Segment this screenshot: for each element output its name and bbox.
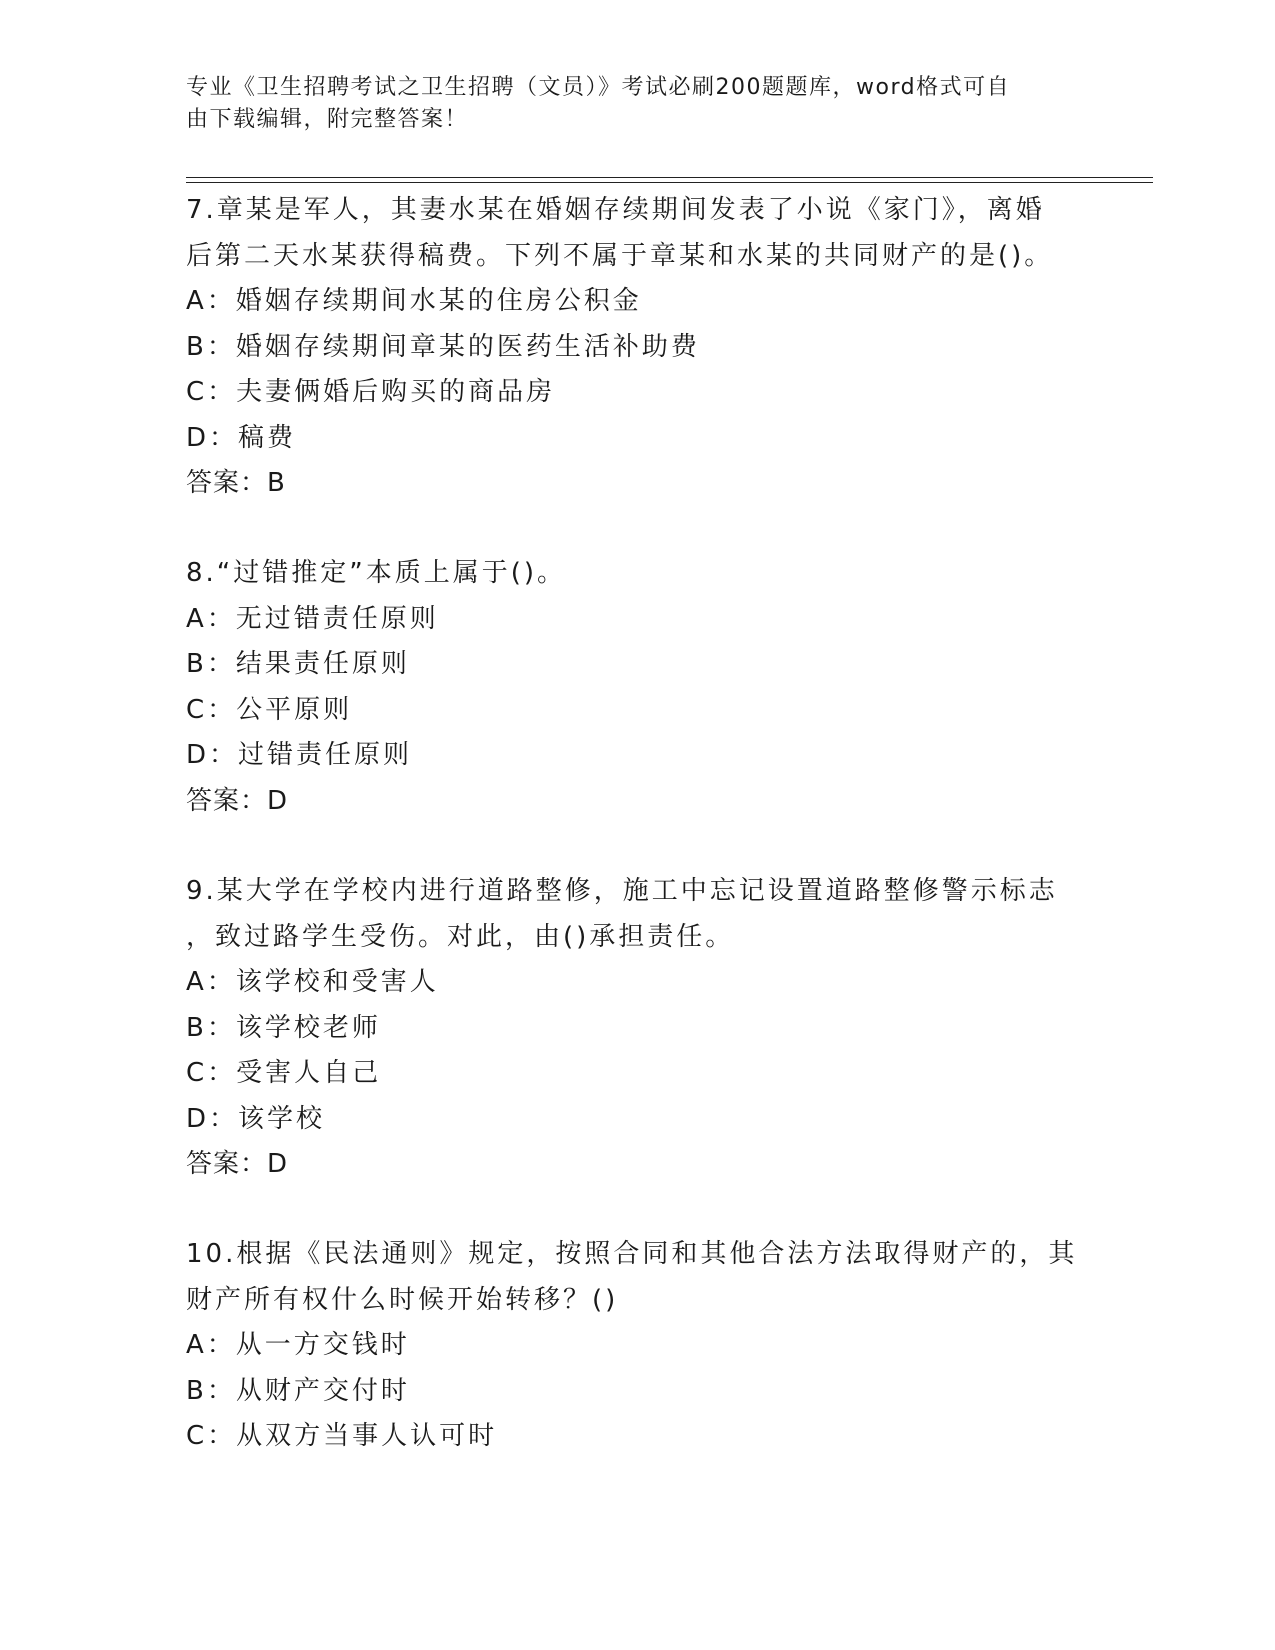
- question-stem: 7.章某是军人，其妻水某在婚姻存续期间发表了小说《家门》，离婚: [186, 195, 1045, 225]
- question-stem: 8.“过错推定”本质上属于()。: [186, 558, 567, 588]
- option-b: B：结果责任原则: [186, 649, 410, 679]
- question-8: [186, 551, 1086, 824]
- option-c: C：夫妻俩婚后购买的商品房: [186, 377, 556, 407]
- header-line: 由下载编辑，附完整答案！: [186, 107, 469, 132]
- option-a: A：从一方交钱时: [186, 1330, 410, 1360]
- answer: 答案：D: [186, 785, 289, 816]
- option-b: B：从财产交付时: [186, 1375, 410, 1406]
- question-stem: 后第二天水某获得稿费。下列不属于章某和水某的共同财产的是()。: [186, 240, 1054, 271]
- question-stem: 10.根据《民法通则》规定，按照合同和其他合法方法取得财产的，其: [186, 1239, 1078, 1269]
- header-divider: [186, 177, 1153, 178]
- answer: 答案：B: [186, 468, 286, 498]
- question-stem: 财产所有权什么时候开始转移？(): [186, 1284, 619, 1315]
- option-d: D：过错责任原则: [186, 740, 413, 770]
- answer: 答案：D: [186, 1149, 289, 1179]
- question-7: [186, 188, 1086, 507]
- question-stem: ，致过路学生受伤。对此，由()承担责任。: [186, 921, 735, 952]
- option-a: A：无过错责任原则: [186, 603, 439, 634]
- option-d: D：该学校: [186, 1103, 326, 1134]
- option-a: A：婚姻存续期间水某的住房公积金: [186, 286, 642, 316]
- option-d: D：稿费: [186, 422, 297, 453]
- option-c: C：从双方当事人认可时: [186, 1421, 498, 1451]
- option-a: A：该学校和受害人: [186, 967, 439, 997]
- question-10: [186, 1232, 1086, 1460]
- question-9: [186, 869, 1086, 1188]
- question-stem: 9.某大学在学校内进行道路整修，施工中忘记设置道路整修警示标志: [186, 876, 1058, 906]
- option-b: B：该学校老师: [186, 1012, 381, 1043]
- header-line: 专业《卫生招聘考试之卫生招聘（文员）》考试必刷200题题库，word格式可自: [186, 75, 1011, 100]
- document-header: [186, 72, 1066, 136]
- option-c: C：受害人自己: [186, 1058, 382, 1088]
- option-b: B：婚姻存续期间章某的医药生活补助费: [186, 331, 700, 362]
- option-c: C：公平原则: [186, 694, 353, 725]
- header-divider: [186, 182, 1153, 183]
